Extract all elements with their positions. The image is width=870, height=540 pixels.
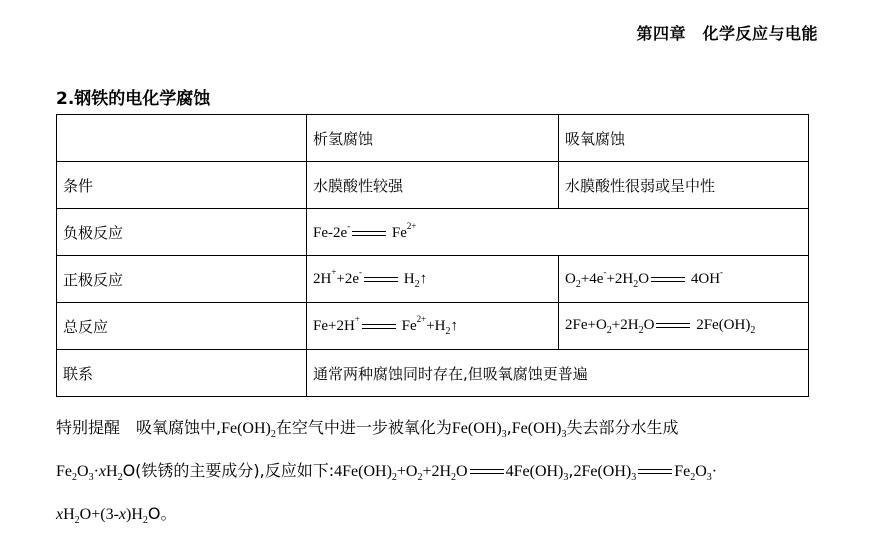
formula-sub: 3 [706,472,712,484]
equal-sign-icon [352,231,386,236]
formula-sub: 3 [501,429,507,441]
equal-sign-icon [364,277,398,282]
gas-arrow-icon: ↑ [419,270,428,287]
row-label-positive: 正极反应 [57,256,307,303]
eq-sup: + [354,313,360,324]
equal-sign-icon [638,469,672,474]
formula-text: +2H [422,463,452,481]
formula-text: O+(3- [79,506,119,524]
formula-sub: 2 [74,515,80,527]
note-text: , [506,418,512,437]
eq-text: O [638,270,650,287]
formula-variable: x [56,506,64,524]
eq-text: Fe+2H [313,317,355,334]
formula-text: 2Fe(OH) [573,463,632,481]
note-text: 在空气中进一步被氧化为 [275,418,452,437]
note-text: , [568,461,574,481]
eq-sub: 2 [633,278,639,290]
formula-sub: 2 [690,472,696,484]
formula-text: Fe(OH) [221,420,271,437]
condition-hydrogen: 水膜酸性较强 [307,162,559,209]
eq-text: +4e [580,270,604,287]
formula-variable: x [118,506,127,524]
formula-sub: 2 [270,429,276,441]
note-text: O(铁锈的主要成分),反应如下: [122,461,335,481]
positive-hydrogen-equation [307,256,559,303]
note-line-2 [56,453,826,496]
section-title: 2.钢铁的电化学腐蚀 [56,89,211,109]
row-label-negative: 负极反应 [57,209,307,256]
note-text: O。 [147,504,177,524]
eq-sup: - [603,266,607,277]
eq-sup: 2+ [406,220,417,231]
formula-variable: x [98,463,106,481]
eq-text: H [403,270,415,287]
eq-text: +2H [606,270,634,287]
eq-sup: - [359,266,363,277]
gas-arrow-icon: ↑ [450,317,458,334]
table-header-row [57,115,809,162]
eq-sup: + [331,266,337,277]
formula-text: Fe(OH) [451,420,502,437]
formula-sub: 2 [451,472,457,484]
note-lead: 特别提醒 吸氧腐蚀中, [56,418,222,437]
eq-text: 2Fe(OH) [696,316,751,333]
eq-sub: 2 [414,278,420,290]
header-hydrogen-corrosion: 析氢腐蚀 [307,115,559,162]
eq-sup: 2+ [416,313,427,324]
header-oxygen-corrosion: 吸氧腐蚀 [559,115,809,162]
formula-sub: 2 [391,472,397,484]
eq-sup: - [347,220,351,231]
eq-text: Fe-2e [313,224,348,241]
eq-text: Fe [391,224,407,241]
formula-sub: 2 [142,515,148,527]
eq-text: 2Fe+O [565,316,607,333]
equal-sign-icon [470,469,504,474]
eq-text: +2e [336,270,360,287]
formula-text: +O [396,463,418,481]
equal-sign-icon [656,323,690,328]
header-blank-cell [57,115,307,162]
corrosion-table [56,114,809,397]
formula-text: )H [126,506,143,524]
formula-sub: 3 [561,429,567,441]
table-row [57,209,809,256]
negative-electrode-equation [307,209,809,256]
formula-sub: 3 [88,472,94,484]
note-line-3 [56,496,826,539]
eq-sub: 2 [575,278,581,290]
formula-text: Fe(OH) [511,420,562,437]
formula-text: Fe [56,463,72,481]
eq-sup: - [720,266,724,277]
special-reminder-paragraph [56,410,826,540]
formula-sub: 2 [417,472,423,484]
formula-sub: 3 [563,472,569,484]
table-row [57,162,809,209]
equal-sign-icon [362,324,396,329]
note-text: 失去部分水生成 [566,418,679,437]
formula-sub: 3 [631,472,637,484]
formula-text: H [106,463,118,481]
table-row [57,350,809,397]
eq-text: +2H [611,316,639,333]
relation-text: 通常两种腐蚀同时存在,但吸氧腐蚀更普遍 [307,350,809,397]
table-row [57,256,809,303]
formula-text: · [93,463,99,481]
formula-sub: 2 [117,472,123,484]
eq-sub: 2 [750,324,756,336]
formula-sub: 2 [72,472,77,484]
chapter-header: 第四章 化学反应与电能 [636,24,818,43]
eq-sub: 2 [606,324,612,336]
note-line-1 [56,410,826,453]
equal-sign-icon [651,277,685,282]
positive-oxygen-equation [559,256,809,303]
eq-text: O [643,316,655,333]
eq-sub: 2 [445,325,451,337]
table-row [57,303,809,350]
formula-text: O [77,463,89,481]
formula-text: · [711,463,718,481]
eq-sub: 2 [638,324,644,336]
formula-text: Fe [674,463,691,481]
formula-text: H [63,506,75,524]
formula-text: 4Fe(OH) [334,463,392,481]
condition-oxygen: 水膜酸性很弱或呈中性 [559,162,809,209]
formula-text: O [456,463,468,481]
eq-text: Fe [401,317,417,334]
formula-text: O [695,463,707,481]
eq-text: O [565,270,576,287]
row-label-condition: 条件 [57,162,307,209]
formula-text: 4Fe(OH) [505,463,564,481]
row-label-relation: 联系 [57,350,307,397]
eq-text: +H [426,317,446,334]
eq-text: 4OH [690,270,721,287]
row-label-overall: 总反应 [57,303,307,350]
overall-hydrogen-equation [307,303,559,350]
overall-oxygen-equation [559,303,809,350]
eq-text: 2H [313,270,332,287]
